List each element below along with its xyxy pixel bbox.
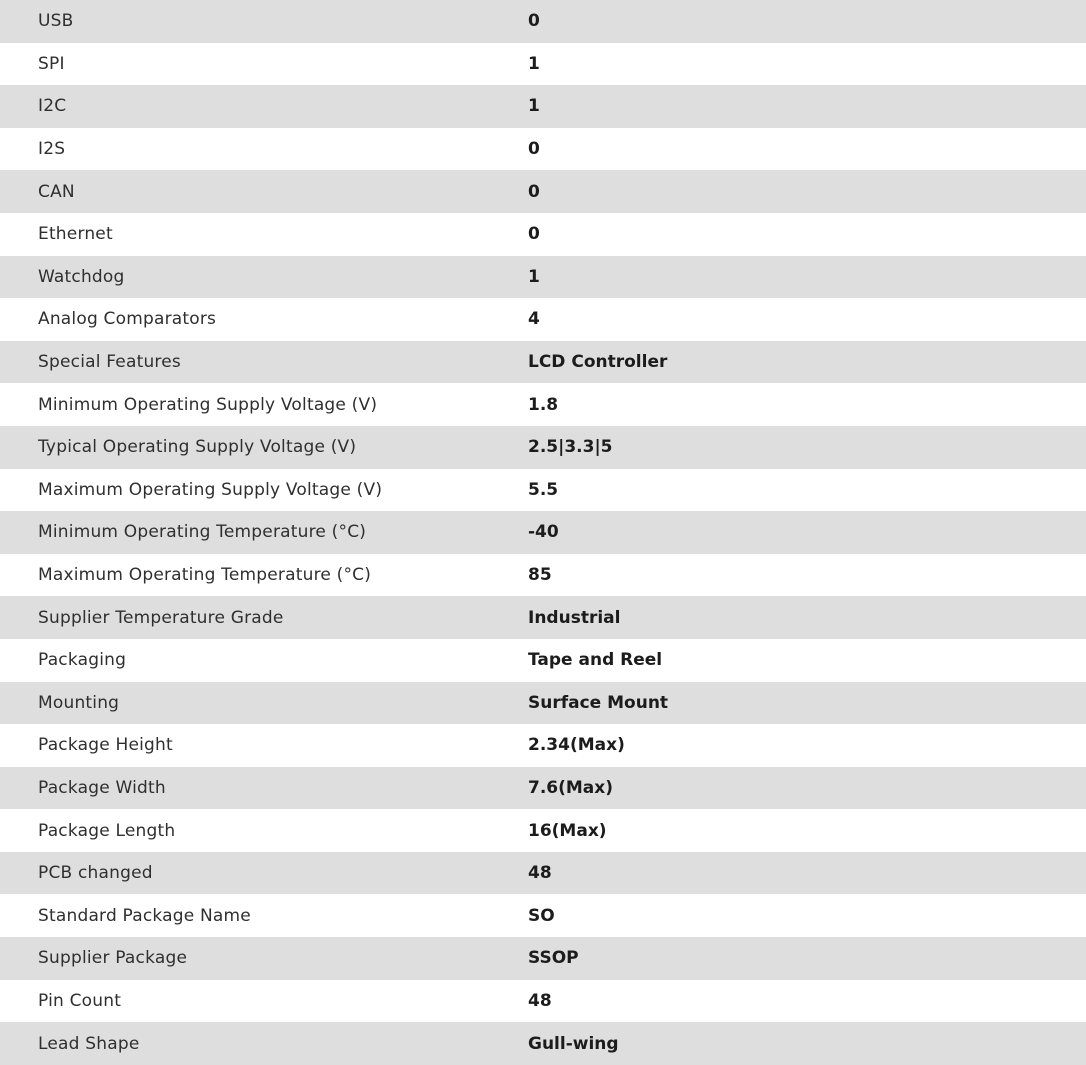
spec-row xyxy=(0,724,1086,767)
spec-label: Special Features xyxy=(38,352,181,373)
spec-value: 1 xyxy=(528,53,540,74)
spec-row xyxy=(0,213,1086,256)
spec-value: 1 xyxy=(528,96,540,117)
spec-label: Typical Operating Supply Voltage (V) xyxy=(38,437,357,458)
spec-value: 0 xyxy=(528,11,540,32)
spec-label: PCB changed xyxy=(38,863,153,884)
spec-row xyxy=(0,298,1086,341)
spec-value: Tape and Reel xyxy=(528,650,663,671)
spec-row xyxy=(0,43,1086,86)
spec-row xyxy=(0,511,1086,554)
spec-label: Supplier Temperature Grade xyxy=(38,607,284,628)
spec-label: Analog Comparators xyxy=(38,309,217,330)
spec-label: Ethernet xyxy=(38,224,113,245)
spec-label: Minimum Operating Temperature (°C) xyxy=(38,522,367,543)
spec-row xyxy=(0,980,1086,1023)
spec-value: Industrial xyxy=(528,607,621,628)
spec-row xyxy=(0,426,1086,469)
spec-value: 2.5|3.3|5 xyxy=(528,437,613,458)
spec-label: I2S xyxy=(38,139,66,160)
spec-label: Watchdog xyxy=(38,266,125,287)
spec-label: Package Length xyxy=(38,820,176,841)
spec-label: USB xyxy=(38,11,74,32)
spec-row xyxy=(0,85,1086,128)
spec-label: Package Width xyxy=(38,777,166,798)
spec-value: 2.34(Max) xyxy=(528,735,625,756)
spec-row xyxy=(0,128,1086,171)
spec-row xyxy=(0,852,1086,895)
spec-value: 0 xyxy=(528,139,540,160)
spec-label: Standard Package Name xyxy=(38,905,251,926)
spec-label: Maximum Operating Supply Voltage (V) xyxy=(38,479,383,500)
spec-label: CAN xyxy=(38,181,75,202)
spec-value: 85 xyxy=(528,565,552,586)
spec-row xyxy=(0,341,1086,384)
spec-row xyxy=(0,894,1086,937)
spec-value: SO xyxy=(528,905,555,926)
spec-value: -40 xyxy=(528,522,559,543)
spec-row xyxy=(0,170,1086,213)
spec-value: 48 xyxy=(528,990,552,1011)
spec-label: Lead Shape xyxy=(38,1033,140,1054)
spec-value: LCD Controller xyxy=(528,352,668,373)
spec-row xyxy=(0,383,1086,426)
spec-label: Minimum Operating Supply Voltage (V) xyxy=(38,394,378,415)
spec-value: 4 xyxy=(528,309,540,330)
spec-value: Surface Mount xyxy=(528,692,669,713)
spec-label: Maximum Operating Temperature (°C) xyxy=(38,565,372,586)
spec-label: Package Height xyxy=(38,735,173,756)
spec-row xyxy=(0,767,1086,810)
spec-row xyxy=(0,639,1086,682)
spec-row xyxy=(0,554,1086,597)
spec-value: 7.6(Max) xyxy=(528,777,614,798)
spec-label: Pin Count xyxy=(38,990,122,1011)
spec-value: 0 xyxy=(528,224,540,245)
spec-row xyxy=(0,682,1086,725)
spec-label: Mounting xyxy=(38,692,120,713)
spec-row xyxy=(0,937,1086,980)
spec-value: 1 xyxy=(528,266,540,287)
spec-row xyxy=(0,469,1086,512)
spec-value: 16(Max) xyxy=(528,820,607,841)
spec-row xyxy=(0,256,1086,299)
spec-row xyxy=(0,1022,1086,1065)
spec-value: 0 xyxy=(528,181,540,202)
spec-row xyxy=(0,0,1086,43)
spec-value: 48 xyxy=(528,863,552,884)
spec-label: I2C xyxy=(38,96,67,117)
spec-value: 5.5 xyxy=(528,479,559,500)
spec-row xyxy=(0,809,1086,852)
spec-value: 1.8 xyxy=(528,394,559,415)
spec-row xyxy=(0,596,1086,639)
spec-value: Gull-wing xyxy=(528,1033,619,1054)
spec-label: SPI xyxy=(38,53,65,74)
spec-label: Supplier Package xyxy=(38,948,188,969)
spec-value: SSOP xyxy=(528,948,579,969)
spec-label: Packaging xyxy=(38,650,127,671)
